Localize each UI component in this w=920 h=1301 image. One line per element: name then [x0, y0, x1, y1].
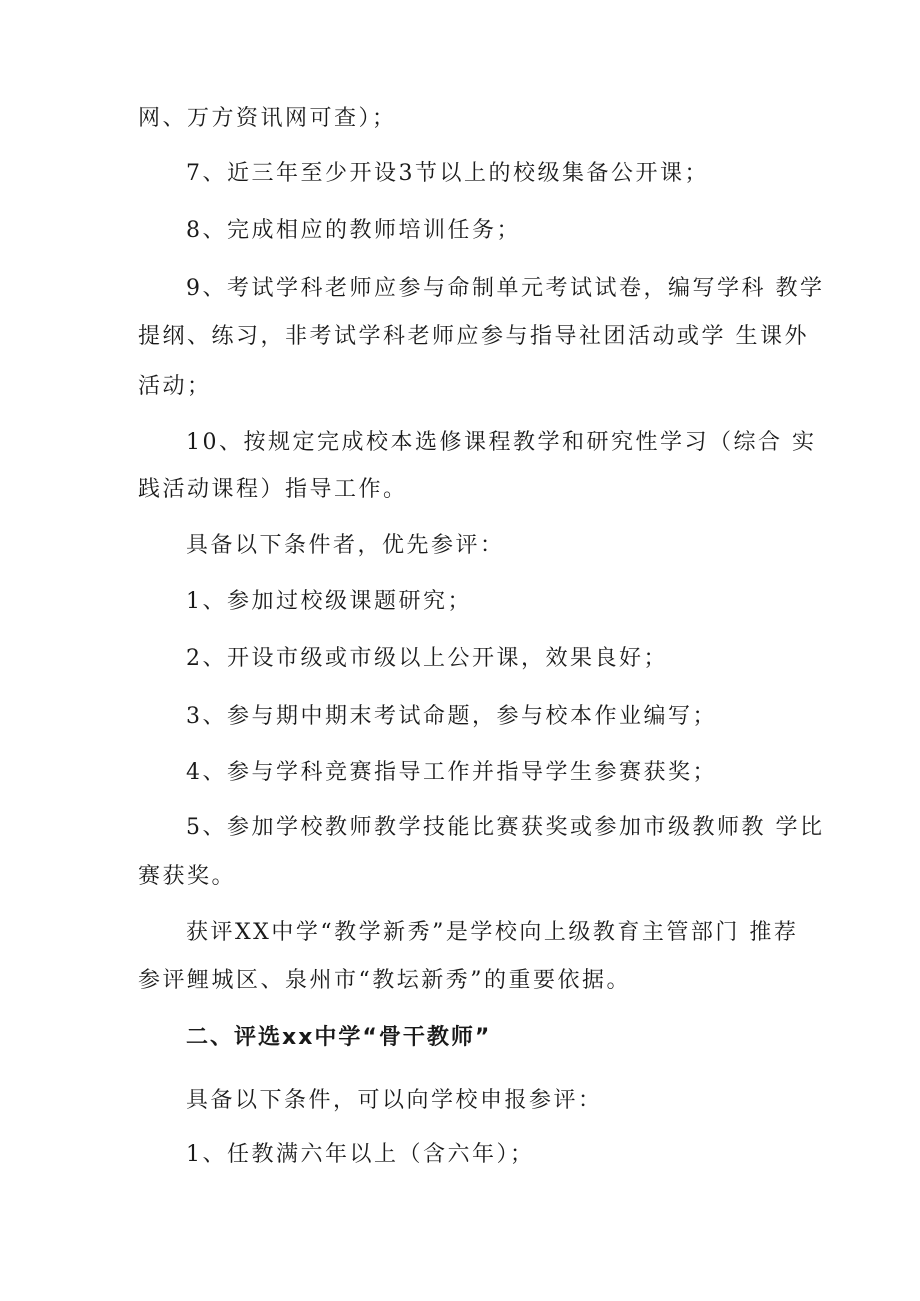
text-line: 提纲、练习，非考试学科老师应参与指导社团活动或学 生课外: [138, 324, 809, 349]
list-item: 10、按规定完成校本选修课程教学和研究性学习（综合 实: [186, 430, 817, 455]
list-item: 4、参与学科竞赛指导工作并指导学生参赛获奖；: [186, 760, 717, 785]
list-item: 1、任教满六年以上（含六年）；: [186, 1142, 535, 1167]
text-line: 赛获奖。: [138, 864, 237, 889]
text-line: 活动；: [138, 374, 212, 399]
list-item: 1、参加过校级课题研究；: [186, 589, 472, 614]
list-item: 7、近三年至少开设3节以上的校级集备公开课；: [186, 161, 709, 186]
paragraph: 获评XX中学“教学新秀”是学校向上级教育主管部门 推荐: [186, 920, 799, 945]
section-heading: 二、评选xx中学“骨干教师”: [186, 1025, 492, 1050]
list-item: 8、完成相应的教师培训任务；: [186, 218, 521, 243]
list-item: 9、考试学科老师应参与命制单元考试试卷，编写学科 教学: [186, 276, 825, 301]
text-line: 践活动课程）指导工作。: [138, 477, 408, 502]
list-item: 2、开设市级或市级以上公开课，效果良好；: [186, 646, 668, 671]
section-intro: 具备以下条件，可以向学校申报参评：: [186, 1088, 603, 1113]
text-line: 网、万方资讯网可查）；: [138, 106, 397, 131]
text-line: 参评鲤城区、泉州市“教坛新秀”的重要依据。: [138, 968, 631, 993]
section-intro: 具备以下条件者，优先参评：: [186, 533, 505, 558]
list-item: 3、参与期中期末考试命题，参与校本作业编写；: [186, 704, 717, 729]
list-item: 5、参加学校教师教学技能比赛获奖或参加市级教师教 学比: [186, 815, 825, 840]
